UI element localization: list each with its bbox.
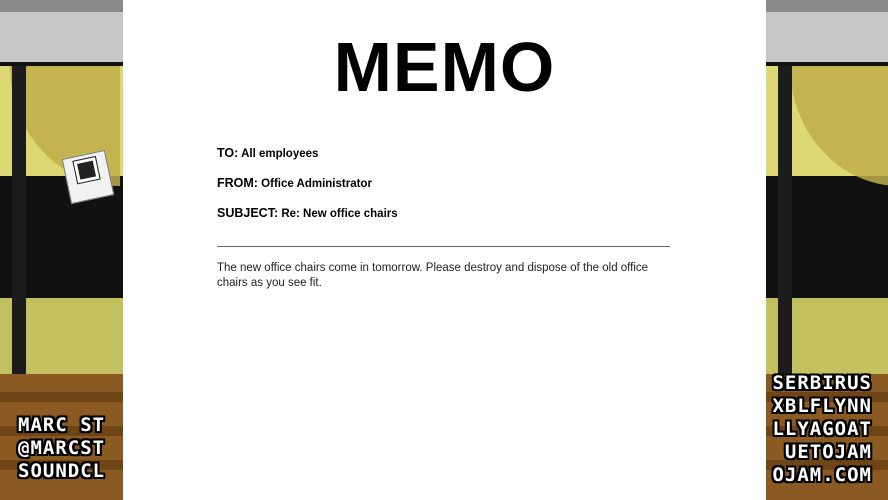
credits-right-line: OJAM.COM <box>772 464 872 486</box>
memo-body: The new office chairs come in tomorrow. Please destroy and dispose of the old office chairs as you see fit. <box>217 262 649 289</box>
credits-right-line: UETOJAM <box>784 441 872 463</box>
memo-to-field <box>217 146 318 160</box>
credits-right-line: SERBIRUS <box>772 372 872 394</box>
credits-right-line: XBLFLYNN <box>772 395 872 417</box>
window-frame-right <box>778 66 792 376</box>
memo-divider <box>217 246 670 247</box>
credits-left-line: SOUNDCL <box>18 460 106 482</box>
credits-right <box>772 372 872 487</box>
memo-to-value: All employees <box>241 148 319 160</box>
wall-memo-paper[interactable] <box>62 150 115 204</box>
qr-code-icon <box>73 157 99 183</box>
credits-left-line: MARC ST <box>18 414 106 436</box>
memo-to-label: TO: <box>217 146 239 160</box>
memo-subject-label: SUBJECT: <box>217 206 279 220</box>
memo-from-value: Office Administrator <box>261 178 372 190</box>
memo-from-label: FROM: <box>217 176 258 190</box>
credits-left <box>18 414 105 483</box>
memo-subject-value: Re: New office chairs <box>281 208 398 220</box>
credits-right-line: LLYAGOAT <box>772 418 872 440</box>
credits-left-line: @MARCST <box>18 437 106 459</box>
memo-title: MEMO <box>333 28 556 106</box>
window-frame-left <box>12 66 26 376</box>
memo-document[interactable] <box>123 0 766 500</box>
memo-subject-field <box>217 206 398 220</box>
memo-from-field <box>217 176 372 190</box>
